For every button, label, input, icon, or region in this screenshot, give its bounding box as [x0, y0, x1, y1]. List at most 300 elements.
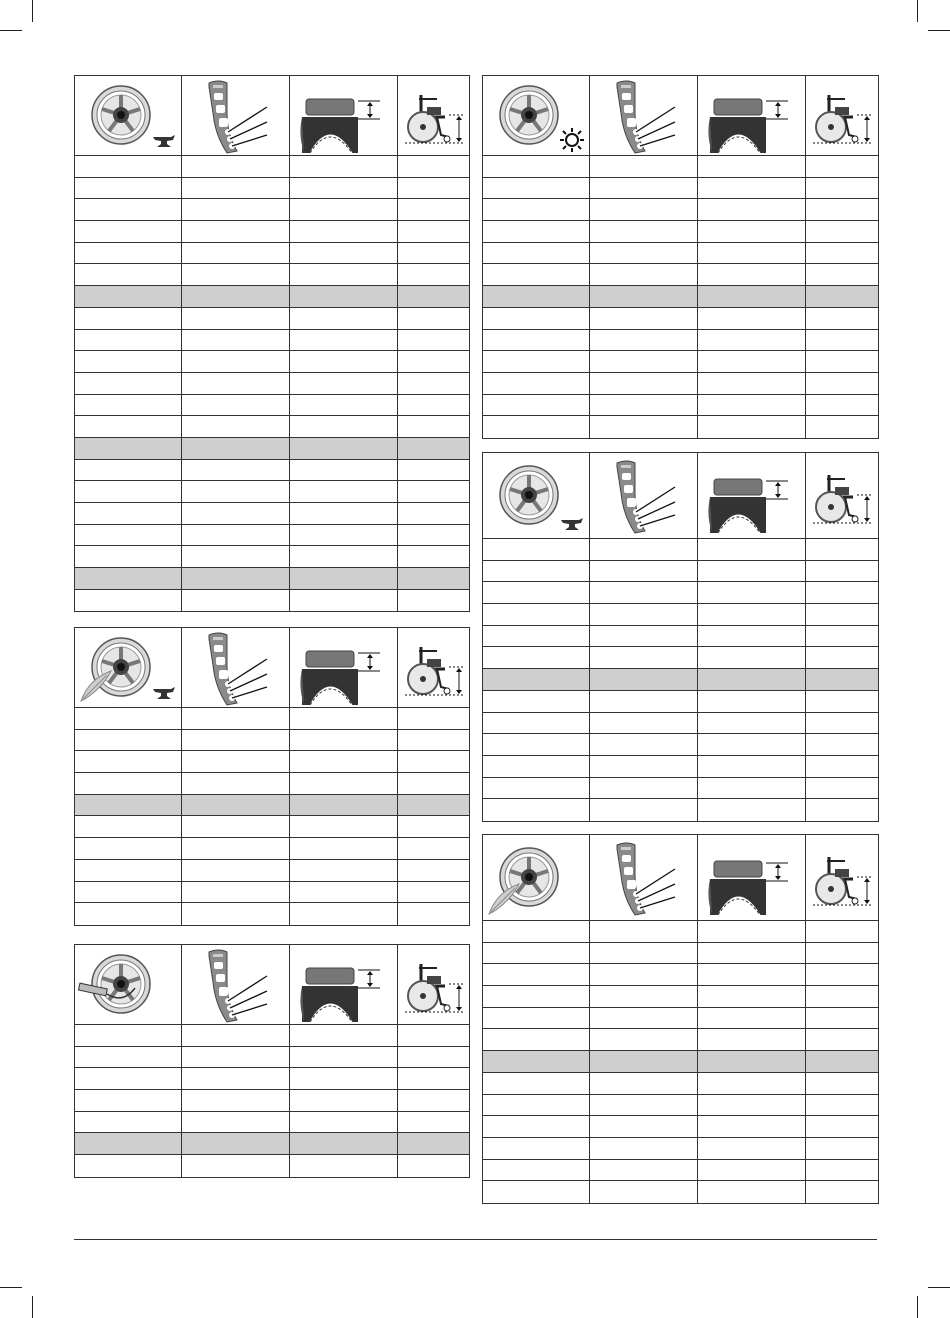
table-cell — [698, 178, 806, 199]
table-cell — [75, 546, 182, 567]
section-divider-row — [483, 1051, 878, 1073]
crop-mark — [32, 0, 33, 22]
table-row — [75, 373, 469, 395]
table-cell — [182, 156, 289, 177]
table-cell — [398, 590, 469, 612]
table-cell — [290, 903, 398, 925]
table-row — [75, 730, 469, 752]
section-divider-row — [75, 286, 469, 308]
table-cell — [698, 199, 806, 220]
table-row — [483, 1029, 878, 1051]
table-cell — [398, 838, 469, 859]
table-cell — [182, 1090, 289, 1111]
header-icon-cell — [75, 945, 182, 1024]
table-cell — [182, 286, 289, 307]
table-cell — [290, 1025, 398, 1046]
header-icon-cell — [398, 76, 469, 155]
table-cell — [398, 221, 469, 242]
table-row — [483, 1138, 878, 1160]
table-cell — [806, 416, 878, 438]
table-cell — [290, 178, 398, 199]
table-cell — [806, 921, 878, 942]
table-cell — [182, 1155, 289, 1177]
crop-mark — [928, 30, 950, 31]
table-cell — [75, 730, 182, 751]
table-cell — [590, 330, 697, 351]
table-cell — [806, 330, 878, 351]
footer-rule — [74, 1239, 877, 1240]
table-cell — [806, 964, 878, 985]
table-cell — [806, 669, 878, 690]
table-cell — [590, 561, 697, 582]
table-cell — [398, 178, 469, 199]
table-cell — [182, 264, 289, 285]
table-cell — [590, 264, 697, 285]
table-cell — [806, 156, 878, 177]
header-icon-cell — [290, 945, 398, 1024]
table-cell — [698, 734, 806, 755]
header-icon-cell — [698, 835, 806, 920]
crop-mark — [928, 1287, 950, 1288]
table-cell — [698, 1029, 806, 1050]
table-cell — [290, 416, 398, 437]
table-cell — [290, 243, 398, 264]
table-cell — [698, 351, 806, 372]
table-cell — [806, 756, 878, 777]
table-cell — [698, 1160, 806, 1181]
table-cell — [806, 604, 878, 625]
table-row — [75, 546, 469, 568]
table-cell — [290, 838, 398, 859]
table-row — [483, 156, 878, 178]
table-cell — [806, 539, 878, 560]
table-cell — [590, 416, 697, 438]
header-icon-cell — [698, 76, 806, 155]
table-row — [483, 943, 878, 965]
table-cell — [182, 1025, 289, 1046]
table-cell — [806, 647, 878, 668]
header-icon-cell — [483, 76, 590, 155]
table-cell — [483, 1138, 590, 1159]
table-cell — [483, 539, 590, 560]
table-cell — [698, 264, 806, 285]
table-row — [75, 156, 469, 178]
table-cell — [290, 1090, 398, 1111]
table-cell — [398, 286, 469, 307]
table-row — [483, 330, 878, 352]
anvil-icon — [153, 687, 175, 701]
table-cell — [698, 691, 806, 712]
table-cell — [698, 799, 806, 821]
table-cell — [806, 1051, 878, 1072]
table-header — [483, 453, 878, 539]
table-cell — [698, 243, 806, 264]
section-divider-row — [483, 669, 878, 691]
table-cell — [75, 795, 182, 816]
table-cell — [698, 1095, 806, 1116]
table-cell — [590, 1138, 697, 1159]
table-cell — [398, 730, 469, 751]
table-cell — [182, 708, 289, 729]
table-cell — [698, 330, 806, 351]
tire-height-icon — [296, 946, 392, 1024]
table-cell — [398, 751, 469, 772]
table-cell — [398, 438, 469, 459]
table-cell — [806, 221, 878, 242]
table-cell — [698, 626, 806, 647]
header-icon-cell — [806, 835, 878, 920]
table-cell — [590, 156, 697, 177]
spec-table — [74, 75, 470, 612]
table-cell — [182, 590, 289, 612]
table-cell — [398, 795, 469, 816]
table-cell — [398, 243, 469, 264]
table-cell — [483, 1073, 590, 1094]
table-cell — [398, 773, 469, 794]
table-cell — [398, 860, 469, 881]
table-cell — [75, 525, 182, 546]
table-cell — [182, 373, 289, 394]
crop-mark — [32, 1296, 33, 1318]
table-cell — [290, 1047, 398, 1068]
table-cell — [398, 351, 469, 372]
wheelchair-seat-height-icon — [401, 629, 467, 707]
spec-table — [74, 627, 470, 926]
table-row — [75, 330, 469, 352]
table-cell — [698, 986, 806, 1007]
header-icon-cell — [806, 76, 878, 155]
table-cell — [398, 882, 469, 903]
table-row — [483, 799, 878, 821]
table-cell — [182, 221, 289, 242]
table-row — [75, 1025, 469, 1047]
table-cell — [590, 778, 697, 799]
table-cell — [483, 691, 590, 712]
table-cell — [398, 1155, 469, 1177]
table-cell — [483, 986, 590, 1007]
spec-table — [482, 452, 879, 822]
table-cell — [75, 330, 182, 351]
table-row — [75, 860, 469, 882]
table-cell — [182, 773, 289, 794]
table-cell — [290, 816, 398, 837]
table-row — [75, 1112, 469, 1134]
table-cell — [806, 1095, 878, 1116]
table-cell — [806, 943, 878, 964]
table-cell — [398, 546, 469, 567]
table-cell — [290, 1155, 398, 1177]
header-icon-cell — [290, 76, 398, 155]
table-cell — [590, 626, 697, 647]
table-cell — [483, 1008, 590, 1029]
armrest-holes-icon — [605, 457, 683, 535]
table-cell — [75, 481, 182, 502]
table-cell — [182, 330, 289, 351]
table-cell — [182, 730, 289, 751]
table-cell — [290, 525, 398, 546]
table-cell — [398, 1133, 469, 1154]
table-cell — [182, 860, 289, 881]
table-cell — [590, 713, 697, 734]
tire-height-icon — [704, 839, 800, 917]
table-cell — [290, 1068, 398, 1089]
header-icon-cell — [590, 76, 697, 155]
table-cell — [590, 964, 697, 985]
table-cell — [590, 756, 697, 777]
tire-height-icon — [704, 77, 800, 155]
table-cell — [590, 539, 697, 560]
table-cell — [483, 395, 590, 416]
table-cell — [75, 1155, 182, 1177]
table-cell — [483, 582, 590, 603]
table-cell — [806, 178, 878, 199]
table-cell — [75, 773, 182, 794]
table-row — [483, 1095, 878, 1117]
table-cell — [182, 178, 289, 199]
table-cell — [698, 1116, 806, 1137]
table-row — [483, 1116, 878, 1138]
header-icon-cell — [398, 945, 469, 1024]
table-cell — [398, 568, 469, 589]
tire-height-icon — [296, 629, 392, 707]
table-cell — [590, 799, 697, 821]
feather-icon — [79, 669, 113, 703]
table-row — [483, 1073, 878, 1095]
table-cell — [182, 838, 289, 859]
table-cell — [483, 199, 590, 220]
table-cell — [483, 561, 590, 582]
table-cell — [398, 525, 469, 546]
table-cell — [75, 1068, 182, 1089]
table-cell — [182, 199, 289, 220]
table-cell — [398, 503, 469, 524]
table-row — [483, 921, 878, 943]
table-cell — [590, 1095, 697, 1116]
table-header — [75, 945, 469, 1025]
table-row — [483, 1181, 878, 1203]
table-cell — [590, 286, 697, 307]
section-divider-row — [75, 568, 469, 590]
table-cell — [590, 921, 697, 942]
table-cell — [398, 460, 469, 481]
table-cell — [590, 1029, 697, 1050]
table-cell — [806, 561, 878, 582]
table-cell — [398, 416, 469, 437]
table-cell — [590, 1181, 697, 1203]
table-cell — [698, 1181, 806, 1203]
table-cell — [75, 221, 182, 242]
table-row — [75, 243, 469, 265]
table-cell — [75, 708, 182, 729]
table-row — [75, 1090, 469, 1112]
table-cell — [698, 943, 806, 964]
table-row — [483, 308, 878, 330]
table-cell — [483, 178, 590, 199]
table-cell — [483, 669, 590, 690]
table-cell — [698, 221, 806, 242]
header-icon-cell — [182, 628, 289, 707]
table-cell — [698, 1073, 806, 1094]
table-cell — [75, 243, 182, 264]
table-cell — [698, 756, 806, 777]
table-cell — [75, 351, 182, 372]
table-cell — [483, 264, 590, 285]
table-row — [483, 243, 878, 265]
table-cell — [398, 481, 469, 502]
table-row — [483, 1008, 878, 1030]
table-cell — [75, 590, 182, 612]
table-cell — [398, 395, 469, 416]
table-cell — [290, 308, 398, 329]
table-cell — [290, 286, 398, 307]
table-cell — [290, 860, 398, 881]
table-row — [483, 778, 878, 800]
table-cell — [806, 373, 878, 394]
table-cell — [698, 1008, 806, 1029]
table-cell — [806, 986, 878, 1007]
armrest-holes-icon — [605, 839, 683, 917]
table-cell — [806, 1181, 878, 1203]
table-cell — [75, 1047, 182, 1068]
header-icon-cell — [290, 628, 398, 707]
table-cell — [590, 604, 697, 625]
table-cell — [182, 395, 289, 416]
armrest-holes-icon — [197, 77, 275, 155]
table-cell — [398, 1025, 469, 1046]
table-row — [483, 626, 878, 648]
table-row — [483, 986, 878, 1008]
table-cell — [483, 626, 590, 647]
spec-table — [482, 75, 879, 439]
table-cell — [483, 778, 590, 799]
table-cell — [698, 1138, 806, 1159]
table-cell — [483, 1095, 590, 1116]
table-cell — [698, 286, 806, 307]
table-cell — [806, 199, 878, 220]
anvil-icon — [561, 518, 583, 532]
table-cell — [290, 708, 398, 729]
table-cell — [290, 568, 398, 589]
table-cell — [483, 156, 590, 177]
table-cell — [182, 903, 289, 925]
table-cell — [698, 156, 806, 177]
table-cell — [75, 503, 182, 524]
table-row — [483, 351, 878, 373]
table-row — [75, 503, 469, 525]
table-cell — [290, 373, 398, 394]
table-row — [75, 221, 469, 243]
table-cell — [590, 1008, 697, 1029]
table-row — [483, 647, 878, 669]
table-header — [75, 76, 469, 156]
table-row — [483, 373, 878, 395]
header-icon-cell — [698, 453, 806, 538]
table-cell — [182, 438, 289, 459]
table-row — [483, 561, 878, 583]
table-row — [75, 816, 469, 838]
table-cell — [483, 647, 590, 668]
table-cell — [483, 243, 590, 264]
table-cell — [590, 373, 697, 394]
table-row — [483, 416, 878, 438]
table-cell — [290, 330, 398, 351]
table-row — [483, 691, 878, 713]
table-cell — [182, 460, 289, 481]
table-cell — [806, 1160, 878, 1181]
table-row — [75, 1155, 469, 1177]
table-cell — [483, 330, 590, 351]
table-cell — [698, 416, 806, 438]
table-row — [483, 199, 878, 221]
header-icon-cell — [806, 453, 878, 538]
table-cell — [483, 604, 590, 625]
table-cell — [75, 156, 182, 177]
header-icon-cell — [182, 945, 289, 1024]
header-icon-cell — [590, 835, 697, 920]
table-cell — [806, 691, 878, 712]
armrest-holes-icon — [197, 629, 275, 707]
table-cell — [290, 546, 398, 567]
table-cell — [75, 308, 182, 329]
table-cell — [182, 1112, 289, 1133]
table-row — [75, 525, 469, 547]
table-cell — [590, 582, 697, 603]
table-cell — [182, 243, 289, 264]
table-cell — [483, 734, 590, 755]
table-row — [483, 713, 878, 735]
table-cell — [698, 778, 806, 799]
section-divider-row — [75, 795, 469, 817]
table-row — [75, 1047, 469, 1069]
table-cell — [290, 264, 398, 285]
table-row — [75, 178, 469, 200]
table-cell — [806, 626, 878, 647]
table-cell — [590, 943, 697, 964]
table-cell — [698, 308, 806, 329]
table-row — [75, 773, 469, 795]
table-cell — [290, 460, 398, 481]
table-cell — [398, 264, 469, 285]
header-icon-cell — [590, 453, 697, 538]
header-icon-cell — [398, 628, 469, 707]
armrest-holes-icon — [197, 946, 275, 1024]
table-cell — [483, 1160, 590, 1181]
table-row — [483, 178, 878, 200]
table-cell — [483, 1116, 590, 1137]
table-cell — [590, 691, 697, 712]
table-cell — [398, 1068, 469, 1089]
table-cell — [806, 395, 878, 416]
header-icon-cell — [75, 628, 182, 707]
table-row — [75, 708, 469, 730]
crop-mark — [0, 30, 22, 31]
table-cell — [590, 986, 697, 1007]
table-row — [483, 582, 878, 604]
table-cell — [182, 546, 289, 567]
table-cell — [590, 1051, 697, 1072]
table-cell — [590, 221, 697, 242]
crop-mark — [917, 0, 918, 22]
table-cell — [182, 308, 289, 329]
table-cell — [806, 351, 878, 372]
table-cell — [590, 351, 697, 372]
table-cell — [75, 1025, 182, 1046]
table-cell — [182, 882, 289, 903]
table-cell — [290, 221, 398, 242]
table-cell — [75, 416, 182, 437]
table-cell — [398, 330, 469, 351]
table-row — [483, 734, 878, 756]
